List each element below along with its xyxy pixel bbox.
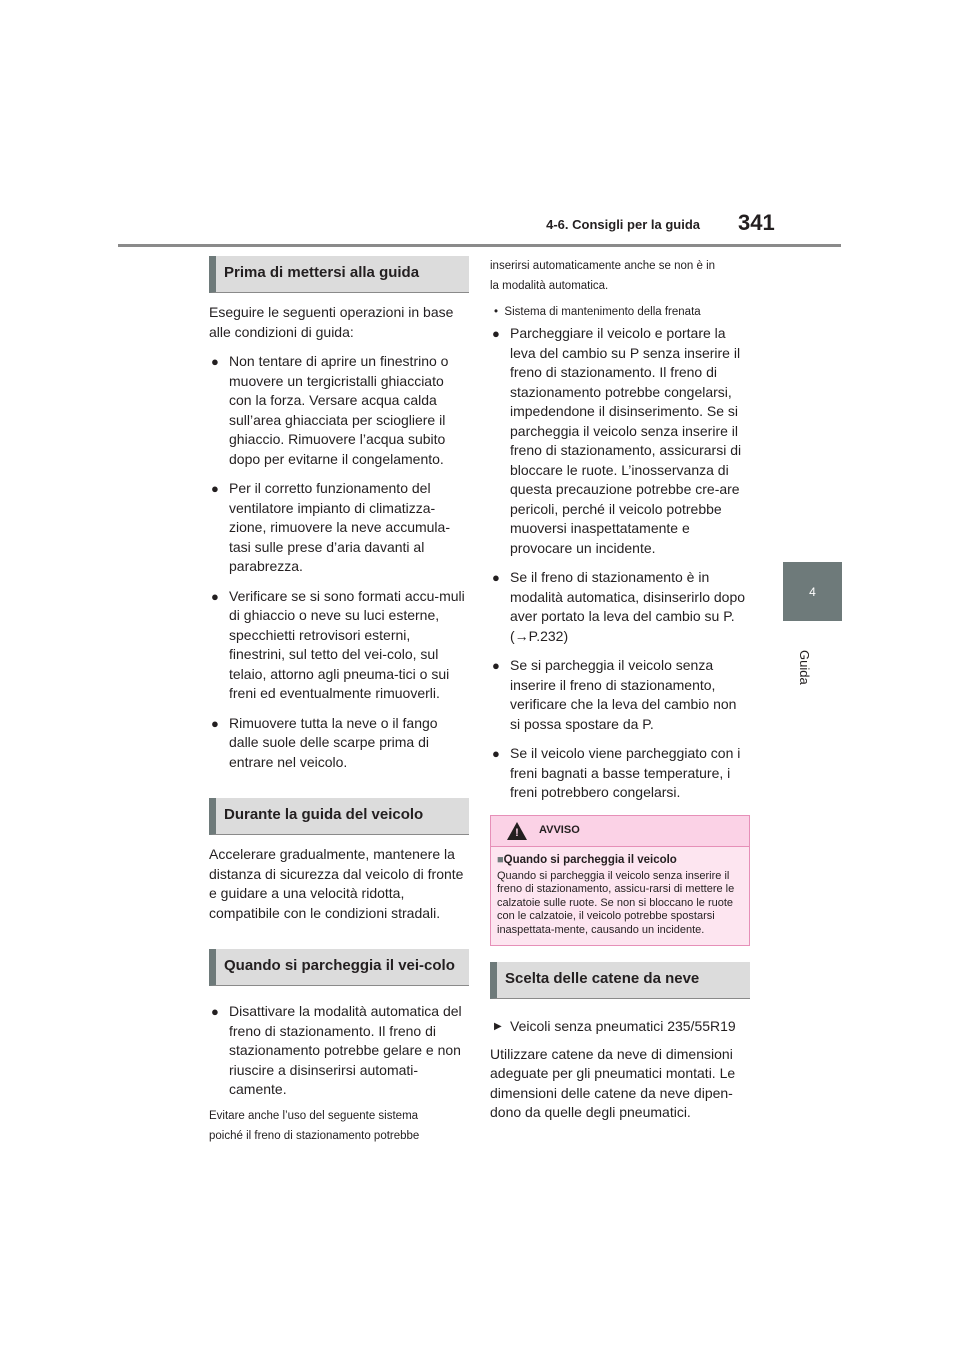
warning-body <box>491 847 749 946</box>
warning-title <box>497 853 743 867</box>
bullet-icon: ● <box>492 746 500 761</box>
chains-text: Utilizzare catene da neve di dimensioni adeguate per gli pneumatici montati. Le dimensioni delle catene da neve dipen-dono da quelle degli pneumatici. <box>490 1045 736 1120</box>
heading-text: Durante la guida del veicolo <box>224 806 424 823</box>
list-item <box>209 1002 469 1100</box>
bullet-icon: ● <box>492 326 500 341</box>
bullet-icon: ● <box>492 658 500 673</box>
note-text: poiché il freno di stazionamento potrebbe <box>209 1129 420 1142</box>
list-item <box>209 479 469 577</box>
heading-before-driving <box>209 256 469 293</box>
vehicle-item-text: Veicoli senza pneumatici 235/55R19 <box>510 1018 736 1034</box>
warning-box <box>490 815 750 947</box>
note-text: inserirsi automaticamente anche se non è in <box>490 260 716 272</box>
bullet-icon: ● <box>211 715 219 731</box>
small-bullet-icon: • <box>494 306 499 318</box>
triangle-bullet-icon: ▶ <box>494 1021 502 1032</box>
bullet-icon: ● <box>211 481 219 496</box>
list-item-text: Se il veicolo viene parcheggiato con i freni bagnati a basse temperature, i freni potrebbero congelarsi. <box>510 745 741 800</box>
list-item <box>209 587 469 704</box>
bullet-icon: ● <box>211 1004 219 1019</box>
heading-text: Quando si parcheggia il vei-colo <box>224 957 455 974</box>
list-item <box>490 568 750 646</box>
list-item <box>490 656 750 734</box>
warning-title-text: Quando si parcheggia il veicolo <box>503 853 677 866</box>
chapter-number: 4 <box>809 584 816 599</box>
heading-text: Prima di mettersi alla guida <box>224 264 420 281</box>
warning-text: Quando si parcheggia il veicolo senza inserire il freno di stazionamento, assicu-rarsi di mettere le calzatoie sulle ruote. Se non si bloccano le ruote con le calzatoie, il veicolo potrebbe spostarsi inaspettata-mente, causando un incidente. <box>497 869 735 936</box>
section-title: 4-6. Consigli per la guida <box>546 217 700 232</box>
heading-while-driving <box>209 798 469 835</box>
list-item-text: Parcheggiare il veicolo e portare la leva del cambio su P senza inserire il freno di stazionamento. Il freno di stazionamento potrebbe congelarsi, impedendone il disinserimento. Se si parcheggia il veicolo senza inserire il freno di stazionamento, assicurarsi di bloccare le ruote. L’inosservanza di questa precauzione potrebbe cre-are pericoli, perché il veicolo potrebbe muoversi inaspettatamente e provocare un incidente. <box>510 325 742 556</box>
right-column <box>490 256 750 1123</box>
heading-snow-chains <box>490 962 750 999</box>
list-item-text: Non tentare di aprire un finestrino o muovere un tergicristalli ghiacciato con la forza. Versare acqua calda sull’area ghiacciata per sciogliere il ghiaccio. Rimuovere l’acqua subito dopo per evitarne il congelamento. <box>229 353 449 467</box>
left-column <box>209 256 469 1146</box>
warning-exclamation: ! <box>515 826 519 839</box>
list-item-text: Se si parcheggia il veicolo senza inserire il freno di stazionamento, verificare che la leva del cambio non si possa spostare da P. <box>510 657 737 732</box>
chapter-tab[interactable] <box>783 562 842 621</box>
note-text: Evitare anche l’uso del seguente sistema <box>209 1109 419 1122</box>
list-item <box>209 352 469 469</box>
bullet-icon: ● <box>492 570 500 585</box>
list-item-text: Per il corretto funzionamento del ventilatore impianto di climatizza-zione, rimuovere la neve accumula-tasi sulle prese d’aria davanti al parabrezza. <box>229 480 450 574</box>
bullet-icon: ● <box>211 588 219 604</box>
intro-text: Eseguire le seguenti operazioni in base alle condizioni di guida: <box>209 304 454 340</box>
vehicle-item <box>490 1017 750 1037</box>
heading-parking <box>209 949 469 986</box>
warning-label: AVVISO <box>539 823 580 836</box>
list-item-text: Verificare se si sono formati accu-muli di ghiaccio o neve su luci esterne, specchietti retrovisori esterni, finestrini, sul tetto del vei-colo, sul telaio, attorno agli pneuma-tici o sui freni ed eventualmente rimuoverli. <box>229 587 465 701</box>
list-item-text: Se il freno di stazionamento è in modalità automatica, disinserirlo dopo aver portato la leva del cambio su P.(→P.232) <box>510 569 746 644</box>
list-item-text: Rimuovere tutta la neve o il fango dalle suole delle scarpe prima di entrare nel veicolo. <box>229 714 438 770</box>
driving-text: Accelerare gradualmente, mantenere la distanza di sicurezza dal veicolo di fronte e guidare a una velocità ridotta, compatibile con le condizioni stradali. <box>209 846 464 921</box>
list-item <box>209 714 469 773</box>
header-divider <box>118 244 841 247</box>
system-item <box>490 302 750 322</box>
chapter-label: Guida <box>797 650 812 685</box>
heading-text: Scelta delle catene da neve <box>505 970 700 987</box>
page-number: 341 <box>738 210 775 235</box>
list-item <box>490 324 750 558</box>
system-item-text: Sistema di mantenimento della frenata <box>504 306 701 318</box>
note-text: la modalità automatica. <box>490 280 609 292</box>
list-item-text: Disattivare la modalità automatica del freno di stazionamento. Il freno di stazionamento potrebbe gelare e non riuscire a disinserirsi automati-camente. <box>229 1003 462 1097</box>
square-bullet-icon: ■ <box>497 853 504 866</box>
warning-header <box>491 816 749 847</box>
list-item <box>490 744 750 803</box>
bullet-icon: ● <box>211 354 219 369</box>
